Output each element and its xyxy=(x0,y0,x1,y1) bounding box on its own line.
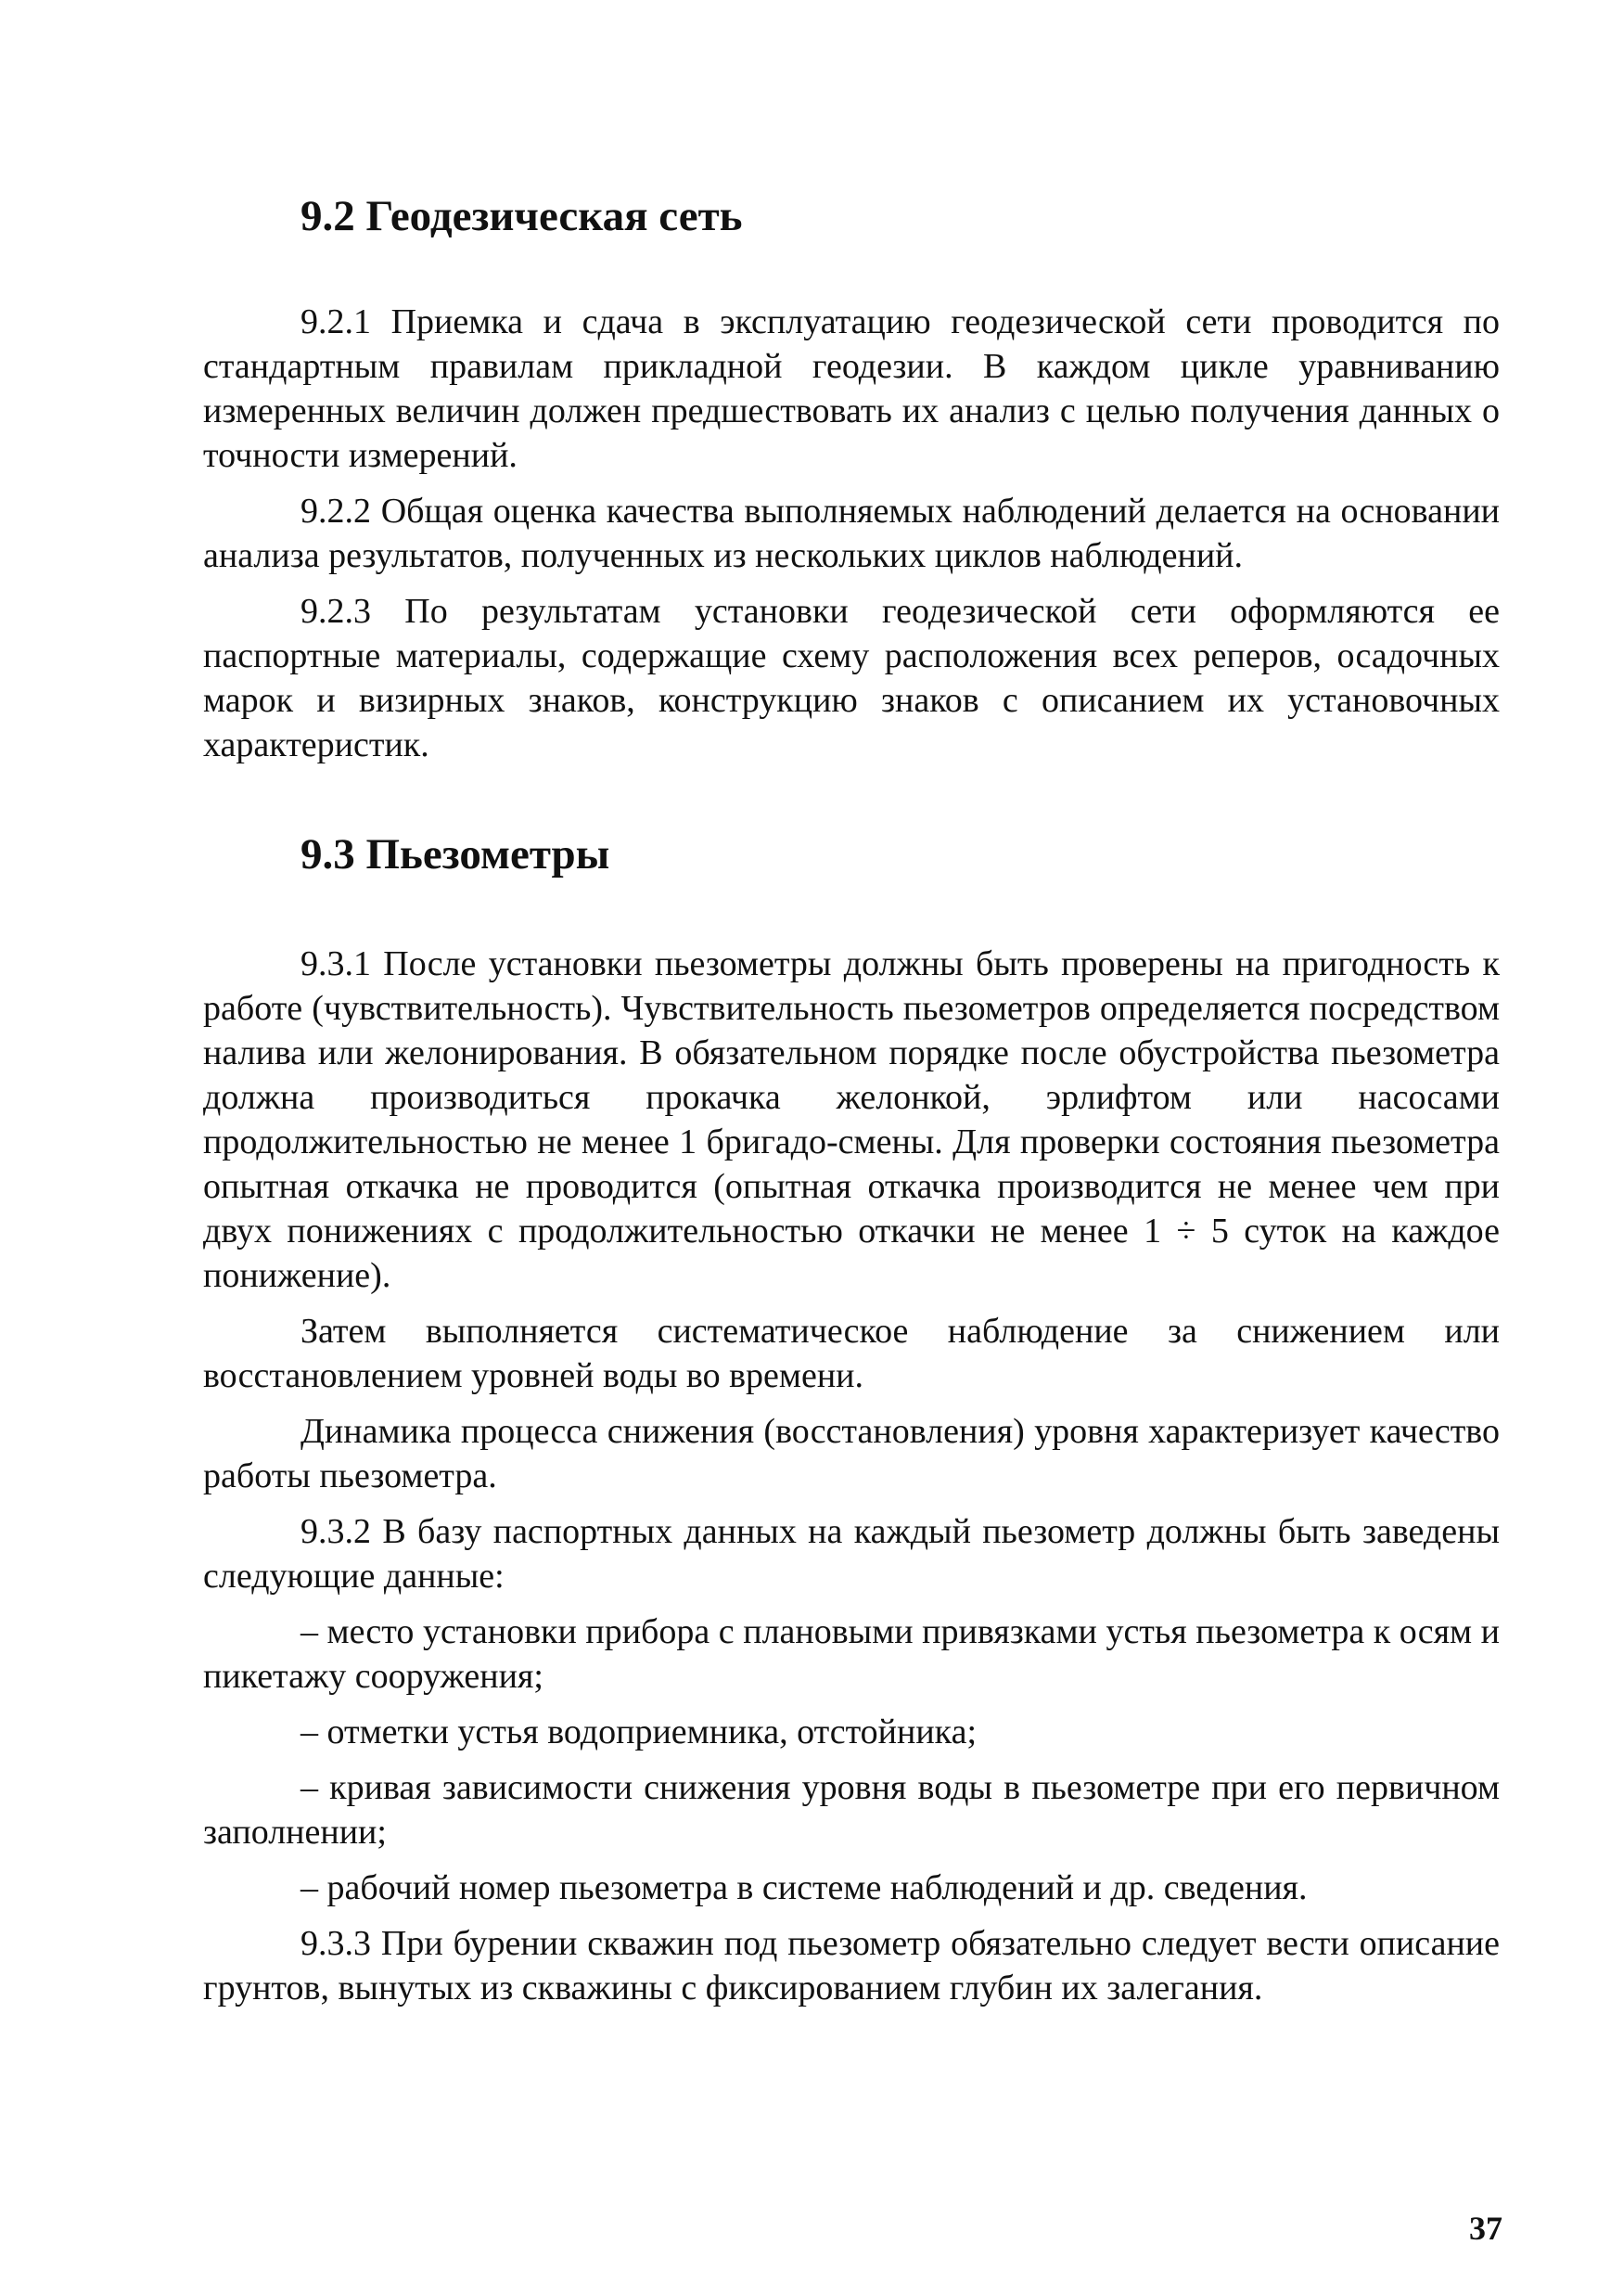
paragraph-9-3-1: 9.3.1 После установки пьезометры должны быть проверены на пригодность к работе (чувствительность). Чувствительность пьезометров определяется посредством налива или желонирования. В обязательном порядке после обустройства пьезометра должна производиться прокачка желонкой, эрлифтом или насосами продолжительностью не менее 1 бригадо-смены. Для проверки состояния пьезометра опытная откачка не проводится (опытная откачка производится не менее чем при двух понижениях с продолжительностью откачки не менее 1 ÷ 5 суток на каждое понижение). xyxy=(203,944,1500,1295)
paragraph-9-3-3: 9.3.3 При бурении скважин под пьезометр обязательно следует вести описание грунтов, вынутых из скважины с фиксированием глубин их залегания. xyxy=(203,1924,1500,2007)
paragraph-dynamics: Динамика процесса снижения (восстановления) уровня характеризует качество работы пьезометра. xyxy=(203,1412,1500,1495)
paragraph-9-2-3: 9.2.3 По результатам установки геодезической сети оформляются ее паспортные материалы, содержащие схему расположения всех реперов, осадочных марок и визирных знаков, конструкцию знаков с описанием их установочных характеристик. xyxy=(203,592,1500,764)
paragraph-9-3-2: 9.3.2 В базу паспортных данных на каждый пьезометр должны быть заведены следующие данные: xyxy=(203,1512,1500,1596)
section-heading-9-3: 9.3 Пьезометры xyxy=(300,830,610,879)
page-number: 37 xyxy=(1469,2210,1502,2247)
section-heading-9-2: 9.2 Геодезическая сеть xyxy=(300,192,743,240)
page-content xyxy=(203,190,1500,2010)
paragraph-9-2-2: 9.2.2 Общая оценка качества выполняемых наблюдений делается на основании анализа результатов, полученных из нескольких циклов наблюдений. xyxy=(203,492,1500,575)
list-item-number: – рабочий номер пьезометра в системе наблюдений и др. сведения. xyxy=(300,1868,1308,1907)
list-item-curve: – кривая зависимости снижения уровня воды в пьезометре при его первичном заполнении; xyxy=(203,1768,1500,1852)
list-item-marks: – отметки устья водоприемника, отстойника; xyxy=(300,1712,977,1751)
paragraph-observation: Затем выполняется систематическое наблюдение за снижением или восстановлением уровней воды во времени. xyxy=(203,1312,1500,1395)
paragraph-9-2-1: 9.2.1 Приемка и сдача в эксплуатацию геодезической сети проводится по стандартным правилам прикладной геодезии. В каждом цикле уравниванию измеренных величин должен предшествовать их анализ с целью получения данных о точности измерений. xyxy=(203,302,1500,475)
list-item-location: – место установки прибора с плановыми привязками устья пьезометра к осям и пикетажу сооружения; xyxy=(203,1612,1500,1696)
